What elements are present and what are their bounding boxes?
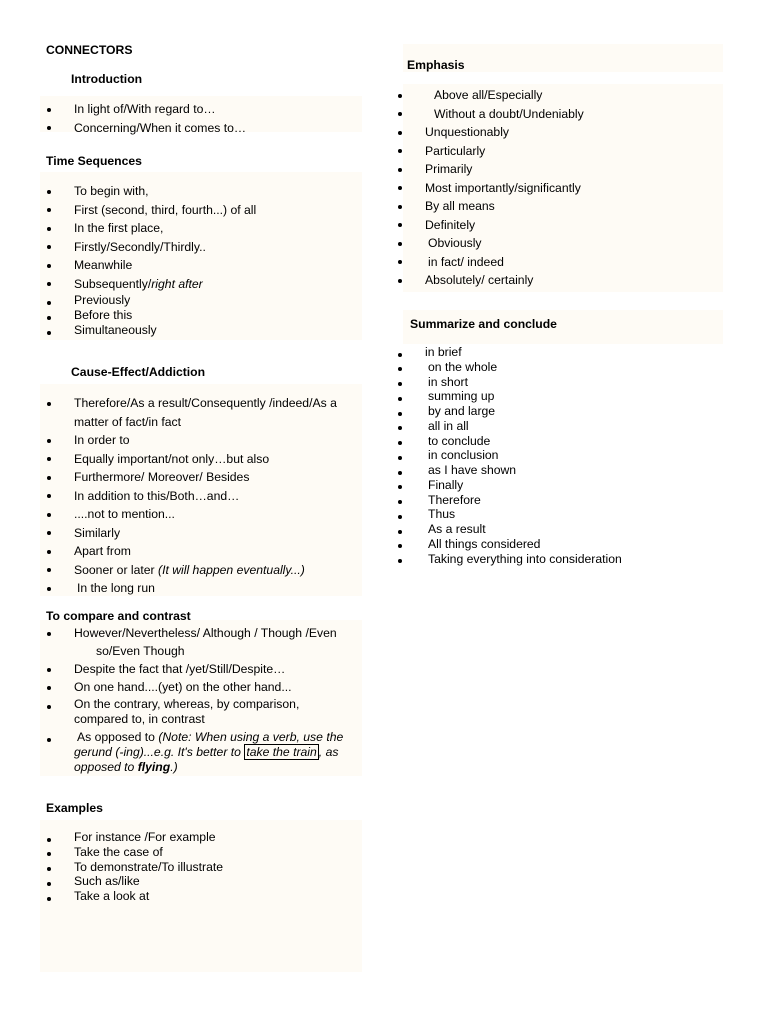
list-item: Apart from <box>74 542 337 561</box>
introduction-list <box>74 100 246 137</box>
list-item: in short <box>425 375 622 390</box>
boxed-phrase: take the train <box>246 745 317 759</box>
list-item: Therefore <box>425 493 622 508</box>
item-line: Therefore/As a result/Consequently /indeed/As a <box>74 396 337 410</box>
list-item: Simultaneously <box>74 323 157 337</box>
list-item: as I have shown <box>425 463 622 478</box>
page-title: CONNECTORS <box>46 43 133 57</box>
item-text: Sooner or later <box>74 562 159 577</box>
cause-effect-heading: Cause-Effect/Addiction <box>71 365 206 379</box>
list-item: To demonstrate/To illustrate <box>74 859 224 874</box>
list-item: by and large <box>425 404 622 419</box>
summary-heading: Summarize and conclude <box>410 317 557 331</box>
list-item <box>74 730 343 775</box>
summary-list <box>425 345 622 566</box>
list-item: To begin with, <box>74 182 256 201</box>
list-item: Take the case of <box>74 845 223 860</box>
note-italic: .) <box>170 760 178 774</box>
list-item: Such as/like <box>74 874 223 889</box>
compare-heading: To compare and contrast <box>46 609 191 623</box>
examples-list <box>74 830 223 904</box>
time-sequences-list-tight <box>74 293 157 338</box>
list-item: Despite the fact that /yet/Still/Despite… <box>74 660 337 678</box>
list-item <box>74 561 337 580</box>
list-item: in fact/ indeed <box>425 253 584 272</box>
emphasis-list <box>425 86 584 290</box>
list-item: In the first place, <box>74 219 256 238</box>
list-item <box>74 624 337 660</box>
item-line: On the contrary, whereas, by comparison, <box>74 697 300 711</box>
item-text: In the long run <box>77 581 155 595</box>
cause-effect-list <box>74 394 337 598</box>
note-italic: (Note: When using a verb, use the <box>158 730 344 744</box>
list-item <box>74 697 343 727</box>
list-item <box>74 275 256 294</box>
item-line: so/Even Though <box>96 644 185 658</box>
list-item: Taking everything into consideration <box>425 552 622 567</box>
list-item: In order to <box>74 431 337 450</box>
list-item <box>74 579 337 598</box>
note-italic: , as <box>318 745 339 759</box>
note-italic: opposed to <box>74 760 138 774</box>
list-item: By all means <box>425 197 584 216</box>
list-item: All things considered <box>425 537 622 552</box>
list-item: As a result <box>425 522 622 537</box>
emphasis-heading: Emphasis <box>407 58 465 72</box>
list-item: First (second, third, fourth...) of all <box>74 201 256 220</box>
list-item: Most importantly/significantly <box>425 179 584 198</box>
list-item: Concerning/When it comes to… <box>74 119 246 138</box>
list-item: Equally important/not only…but also <box>74 450 337 469</box>
introduction-heading: Introduction <box>71 72 143 86</box>
item-italic: (It will happen eventually...) <box>158 562 305 577</box>
list-item: Absolutely/ certainly <box>425 271 584 290</box>
list-item: Thus <box>425 507 622 522</box>
compare-list <box>74 624 337 696</box>
list-item: in brief <box>425 345 622 360</box>
compare-list-2 <box>74 697 343 775</box>
list-item: Furthermore/ Moreover/ Besides <box>74 468 337 487</box>
list-item: Before this <box>74 308 157 323</box>
item-text: Subsequently/ <box>74 276 152 291</box>
list-item: Primarily <box>425 160 584 179</box>
list-item: In light of/With regard to… <box>74 100 246 119</box>
time-sequences-list <box>74 182 256 293</box>
list-item <box>74 394 337 431</box>
list-item: on the whole <box>425 360 622 375</box>
list-item: to conclude <box>425 434 622 449</box>
list-item: ....not to mention... <box>74 505 337 524</box>
list-item: Unquestionably <box>425 123 584 142</box>
item-line: compared to, in contrast <box>74 712 205 726</box>
examples-heading: Examples <box>46 801 103 815</box>
list-item: On one hand....(yet) on the other hand... <box>74 678 337 696</box>
list-item: summing up <box>425 389 622 404</box>
list-item: Finally <box>425 478 622 493</box>
list-item: Without a doubt/Undeniably <box>425 105 584 124</box>
list-item: Previously <box>74 293 157 308</box>
list-item: all in all <box>425 419 622 434</box>
item-text: As opposed to <box>77 730 159 744</box>
item-line: However/Nevertheless/ Although / Though /Even <box>74 626 337 640</box>
list-item: For instance /For example <box>74 830 223 845</box>
list-item: Similarly <box>74 524 337 543</box>
note-bold: flying <box>137 760 171 774</box>
list-item: Obviously <box>425 234 584 253</box>
note-italic: gerund (-ing)...e.g. It's better to <box>74 745 245 759</box>
list-item: Particularly <box>425 142 584 161</box>
item-line: matter of fact/in fact <box>74 414 182 429</box>
item-italic: right after <box>151 276 203 291</box>
list-item: Definitely <box>425 216 584 235</box>
list-item: Take a look at <box>74 889 223 904</box>
list-item: Meanwhile <box>74 256 256 275</box>
time-sequences-heading: Time Sequences <box>46 154 142 168</box>
list-item: Above all/Especially <box>425 86 584 105</box>
list-item: Firstly/Secondly/Thirdly.. <box>74 238 256 257</box>
list-item: in conclusion <box>425 448 622 463</box>
list-item: In addition to this/Both…and… <box>74 487 337 506</box>
